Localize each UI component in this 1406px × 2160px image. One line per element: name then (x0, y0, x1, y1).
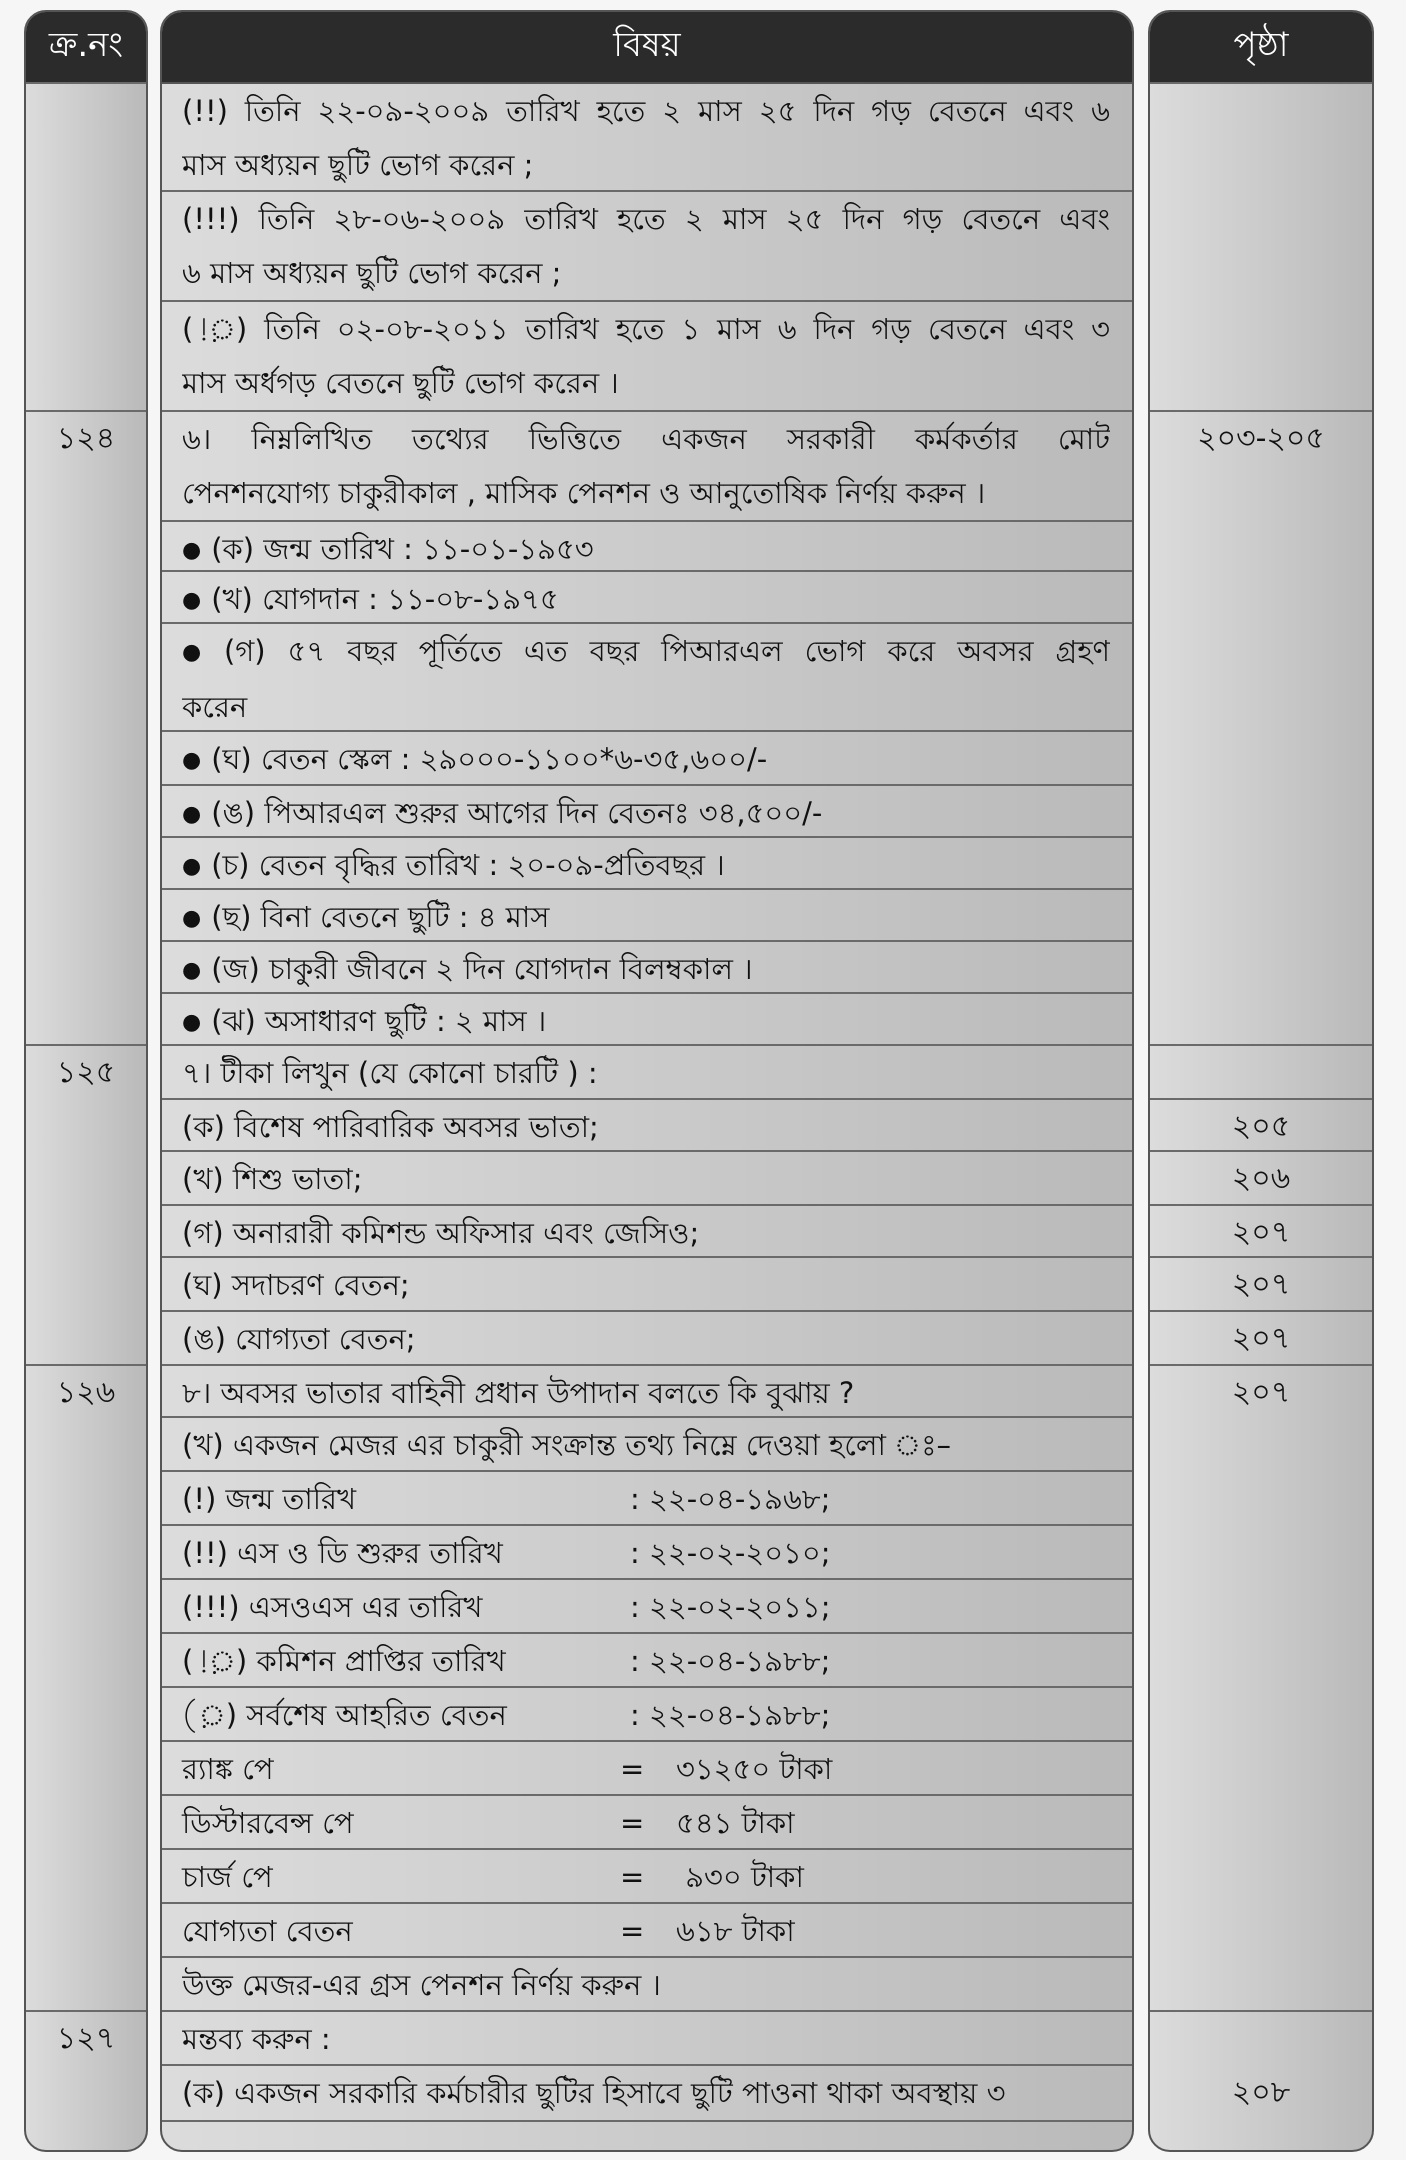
pay-entry (182, 1742, 1110, 1796)
subject-header: বিষয় (162, 12, 1132, 84)
page-number: ২০৭ (1231, 1267, 1291, 1302)
subject-line: ৬। নিম্নলিখিত তথ্যের ভিত্তিতে একজন সরকারী কর্মকর্তার মোট (182, 422, 1110, 456)
subject-row (162, 1742, 1132, 1796)
subject-line: ৮। অবসর ভাতার বাহিনী প্রধান উপাদান বলতে কি বুঝায় ? (182, 1376, 855, 1410)
bullet-item: ● (ক) জন্ম তারিখ : ১১-০১-১৯৫৩ (182, 522, 1110, 578)
subject-line: (!়) তিনি ০২-০৮-২০১১ তারিখ হতে ১ মাস ৬ দিন গড় বেতনে এবং ৩ (182, 312, 1110, 346)
bullet-item: ● (ঝ) অসাধারণ ছুটি : ২ মাস । (182, 994, 1110, 1050)
info-entry (182, 1526, 1110, 1580)
info-label: (!) জন্ম তারিখ (182, 1482, 357, 1516)
bullet-item: ● (ঙ) পিআরএল শুরুর আগের দিন বেতনঃ ৩৪,৫০০/- (182, 786, 1110, 842)
serial-number: ১২৪ (56, 421, 116, 456)
page-divider (1150, 2010, 1372, 2012)
subject-line: ৭। টীকা লিখুন (যে কোনো চারটি ) : (182, 1056, 598, 1090)
subject-row (162, 302, 1132, 412)
equals-sign: = (620, 1860, 645, 1894)
subject-row (162, 2012, 1132, 2066)
subject-row (162, 1100, 1132, 1152)
pay-label: যোগ্যতা বেতন (182, 1914, 353, 1948)
subject-row (162, 1958, 1132, 2012)
pay-label: চার্জ পে (182, 1860, 273, 1894)
subject-row (162, 1418, 1132, 1472)
subject-row (162, 1472, 1132, 1526)
subject-row (162, 1206, 1132, 1258)
subject-line: (খ) একজন মেজর এর চাকুরী সংক্রান্ত তথ্য নিম্নে দেওয়া হলো ঃ– (182, 1428, 952, 1462)
info-entry (182, 1634, 1110, 1688)
page-header: পৃষ্ঠা (1150, 12, 1372, 84)
subject-line: (খ) শিশু ভাতা; (182, 1162, 363, 1196)
subject-row (162, 838, 1132, 890)
subject-line: (ঘ) সদাচরণ বেতন; (182, 1268, 410, 1302)
subject-line: ● (গ) ৫৭ বছর পূর্তিতে এত বছর পিআরএল ভোগ করে অবসর গ্রহণ (182, 624, 1110, 680)
subject-row (162, 624, 1132, 732)
subject-line: ৬ মাস অধ্যয়ন ছুটি ভোগ করেন ; (182, 256, 562, 290)
subject-line: মাস অর্ধগড় বেতনে ছুটি ভোগ করেন । (182, 366, 619, 400)
subject-row (162, 1526, 1132, 1580)
subject-row (162, 522, 1132, 572)
subject-row (162, 192, 1132, 302)
page-divider (1150, 82, 1372, 84)
subject-row (162, 786, 1132, 838)
subject-line: (ক) বিশেষ পারিবারিক অবসর ভাতা; (182, 1110, 599, 1144)
pay-amount: ৫৪১ টাকা (676, 1806, 795, 1840)
subject-line: (!!!) তিনি ২৮-০৬-২০০৯ তারিখ হতে ২ মাস ২৫ দিন গড় বেতনে এবং (182, 202, 1110, 236)
info-entry (182, 1472, 1110, 1526)
subject-row (162, 1046, 1132, 1100)
page-number: ২০৭ (1231, 1321, 1291, 1356)
pay-label: ডিস্টারবেন্স পে (182, 1806, 354, 1840)
serial-number: ১২৭ (56, 2021, 116, 2056)
info-label: (!!!) এসওএস এর তারিখ (182, 1590, 483, 1624)
subject-row (162, 1258, 1132, 1312)
subject-row (162, 1688, 1132, 1742)
page-column (1148, 10, 1374, 2152)
bullet-item: ● (ঘ) বেতন স্কেল : ২৯০০০-১১০০*৬-৩৫,৬০০/- (182, 732, 1110, 788)
page-number: ২০৮ (1231, 2075, 1291, 2110)
pay-amount: ৯৩০ টাকা (676, 1860, 804, 1894)
subject-row (162, 412, 1132, 522)
subject-column (160, 10, 1134, 2152)
serial-column (24, 10, 148, 2152)
pay-entry (182, 1904, 1110, 1958)
info-value: : ২২-০৪-১৯৮৮; (630, 1644, 831, 1678)
info-label: (!়) কমিশন প্রাপ্তির তারিখ (182, 1644, 506, 1678)
page-number: ২০৭ (1231, 1215, 1291, 1250)
pay-entry (182, 1850, 1110, 1904)
page-number: ২০৭ (1231, 1375, 1291, 1410)
subject-row (162, 994, 1132, 1046)
subject-line: করেন (182, 690, 248, 724)
subject-row (162, 1312, 1132, 1366)
page-number: ২০৩-২০৫ (1197, 421, 1325, 456)
subject-row (162, 1366, 1132, 1418)
equals-sign: = (620, 1752, 645, 1786)
bullet-item: ● (ছ) বিনা বেতনে ছুটি : ৪ মাস (182, 890, 1110, 946)
subject-row (162, 2066, 1132, 2122)
serial-number: ১২৫ (56, 1055, 116, 1090)
serial-header: ক্র.নং (26, 12, 146, 84)
page-divider (1150, 1044, 1372, 1046)
bullet-item: ● (চ) বেতন বৃদ্ধির তারিখ : ২০-০৯-প্রতিবছর । (182, 838, 1110, 894)
equals-sign: = (620, 1806, 645, 1840)
bullet-item: ● (খ) যোগদান : ১১-০৮-১৯৭৫ (182, 572, 1110, 628)
info-value: : ২২-০২-২০১১; (630, 1590, 831, 1624)
subject-line: (ক) একজন সরকারি কর্মচারীর ছুটির হিসাবে ছুটি পাওনা থাকা অবস্থায় ৩ (182, 2076, 1006, 2110)
subject-row (162, 1152, 1132, 1206)
info-value: : ২২-০৪-১৯৮৮; (630, 1698, 831, 1732)
subject-row (162, 1904, 1132, 1958)
subject-line: (!!) তিনি ২২-০৯-২০০৯ তারিখ হতে ২ মাস ২৫ দিন গড় বেতনে এবং ৬ (182, 94, 1110, 128)
page-number: ২০৬ (1231, 1161, 1291, 1196)
page-number: ২০৫ (1231, 1109, 1291, 1144)
subject-row (162, 732, 1132, 786)
pay-entry (182, 1796, 1110, 1850)
bullet-item: ● (জ) চাকুরী জীবনে ২ দিন যোগদান বিলম্বকাল । (182, 942, 1110, 998)
subject-line: (ঙ) যোগ্যতা বেতন; (182, 1322, 416, 1356)
pay-label: র‍্যাঙ্ক পে (182, 1752, 274, 1786)
subject-line: মন্তব্য করুন : (182, 2022, 331, 2056)
subject-row (162, 1796, 1132, 1850)
equals-sign: = (620, 1914, 645, 1948)
subject-row (162, 890, 1132, 942)
info-value: : ২২-০৪-১৯৬৮; (630, 1482, 831, 1516)
info-label: (়) সর্বশেষ আহরিত বেতন (182, 1698, 507, 1732)
info-entry (182, 1580, 1110, 1634)
subject-row (162, 1634, 1132, 1688)
subject-line: উক্ত মেজর-এর গ্রস পেনশন নির্ণয় করুন । (182, 1968, 661, 2002)
info-label: (!!) এস ও ডি শুরুর তারিখ (182, 1536, 503, 1570)
subject-row (162, 1580, 1132, 1634)
info-value: : ২২-০২-২০১০; (630, 1536, 831, 1570)
serial-number: ১২৬ (56, 1375, 116, 1410)
subject-row (162, 942, 1132, 994)
pay-amount: ৩১২৫০ টাকা (676, 1752, 833, 1786)
subject-row (162, 84, 1132, 192)
subject-line: মাস অধ্যয়ন ছুটি ভোগ করেন ; (182, 148, 534, 182)
subject-row (162, 1850, 1132, 1904)
subject-line: পেনশনযোগ্য চাকুরীকাল , মাসিক পেনশন ও আনুতোষিক নির্ণয় করুন । (182, 476, 986, 510)
pay-amount: ৬১৮ টাকা (676, 1914, 795, 1948)
info-entry (182, 1688, 1110, 1742)
subject-row (162, 572, 1132, 624)
serial-divider (26, 82, 146, 84)
subject-line: (গ) অনারারী কমিশন্ড অফিসার এবং জেসিও; (182, 1216, 700, 1250)
